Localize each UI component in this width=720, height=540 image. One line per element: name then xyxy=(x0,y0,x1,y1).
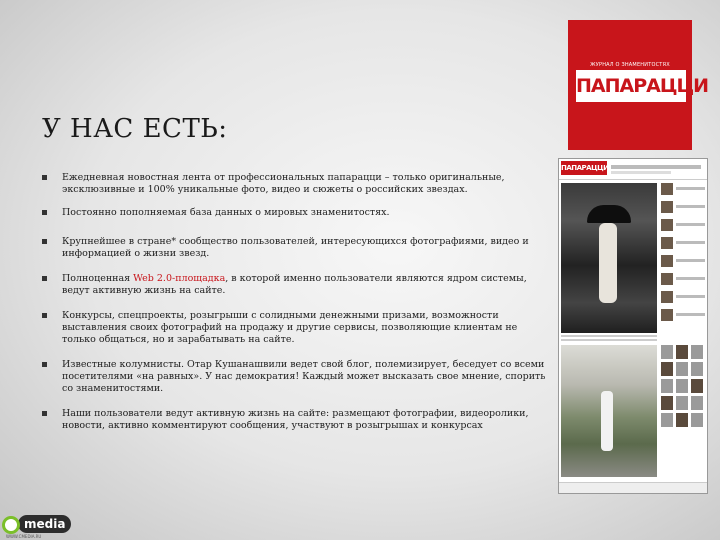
bullet-square-icon xyxy=(42,276,47,281)
list-item xyxy=(40,310,550,346)
logo-tagline: ЖУРНАЛ О ЗНАМЕНИТОСТЯХ xyxy=(590,62,670,68)
list-item-text: Крупнейшее в стране* сообщество пользователей, интересующихся фотографиями, видео и информацией о жизни звезд. xyxy=(62,236,529,259)
list-item xyxy=(40,359,550,395)
list-item xyxy=(40,273,550,297)
cmedia-site: WWW.CMEDIA.RU xyxy=(6,534,42,539)
cmedia-word: media xyxy=(18,515,71,533)
list-item-text: Ежедневная новостная лента от профессиональных папарацци – только оригинальные, эксклюзивные и 100% уникальные фото, видео и сюжеты о российских звездах. xyxy=(62,172,505,195)
site-sidebar xyxy=(661,183,705,327)
list-item xyxy=(40,172,550,196)
bullet-square-icon xyxy=(42,239,47,244)
list-item-text: Конкурсы, спецпроекты, розыгрыши с солидными денежными призами, возможности выставления своих фотографий на продажу и другие сервисы, позволяющие клиентам не только общаться, но и зарабатывать на сайте. xyxy=(62,310,518,345)
slide-heading: У НАС ЕСТЬ: xyxy=(42,114,228,144)
person-figure xyxy=(599,223,617,303)
cmedia-logo xyxy=(0,512,80,540)
paparazzi-logo xyxy=(568,20,708,150)
bullet-square-icon xyxy=(42,313,47,318)
person-figure xyxy=(601,391,613,451)
logo-brand: ПАПАРАЦЦИ xyxy=(576,70,686,102)
web20-link[interactable]: Web 2.0-площадка xyxy=(133,273,226,284)
celebrity-photo-umbrella xyxy=(561,183,657,333)
site-header xyxy=(559,159,707,180)
bullet-square-icon xyxy=(42,411,47,416)
site-logo: ПАПАРАЦЦИ xyxy=(561,161,607,175)
list-item xyxy=(40,207,550,219)
user-avatar-grid xyxy=(661,345,705,427)
bullet-square-icon xyxy=(42,175,47,180)
list-item-text: Наши пользователи ведут активную жизнь на сайте: размещают фотографии, видеоролики, новости, активно комментируют сообщения, участвуют в розыгрышах и конкурсах xyxy=(62,408,529,431)
list-item-text-start: Полноценная xyxy=(62,273,134,284)
caption-lines xyxy=(561,335,657,341)
list-item xyxy=(40,236,550,260)
list-item-text: Известные колумнисты. Отар Кушанашвили ведет свой блог, полемизирует, беседует со всеми посетителями «на равных». У нас демократия! Каждый может высказать свое мнение, спорить со знаменитостями. xyxy=(62,359,546,394)
site-nav-bar xyxy=(611,165,701,169)
bullet-square-icon xyxy=(42,362,47,367)
site-footer xyxy=(559,482,707,493)
bullet-square-icon xyxy=(42,210,47,215)
list-item-text: Постоянно пополняемая база данных о мировых знаменитостях. xyxy=(62,207,390,218)
site-subnav-bar xyxy=(611,171,671,174)
website-screenshot xyxy=(558,158,708,494)
cmedia-c-icon xyxy=(2,516,20,534)
umbrella-shape xyxy=(587,205,631,223)
celebrity-photo-street xyxy=(561,345,657,477)
feature-list xyxy=(40,172,550,432)
list-item xyxy=(40,408,550,432)
list-item-text-end: , в которой именно пользователи являются ядром системы, ведут активную жизнь на сайте. xyxy=(62,273,527,296)
